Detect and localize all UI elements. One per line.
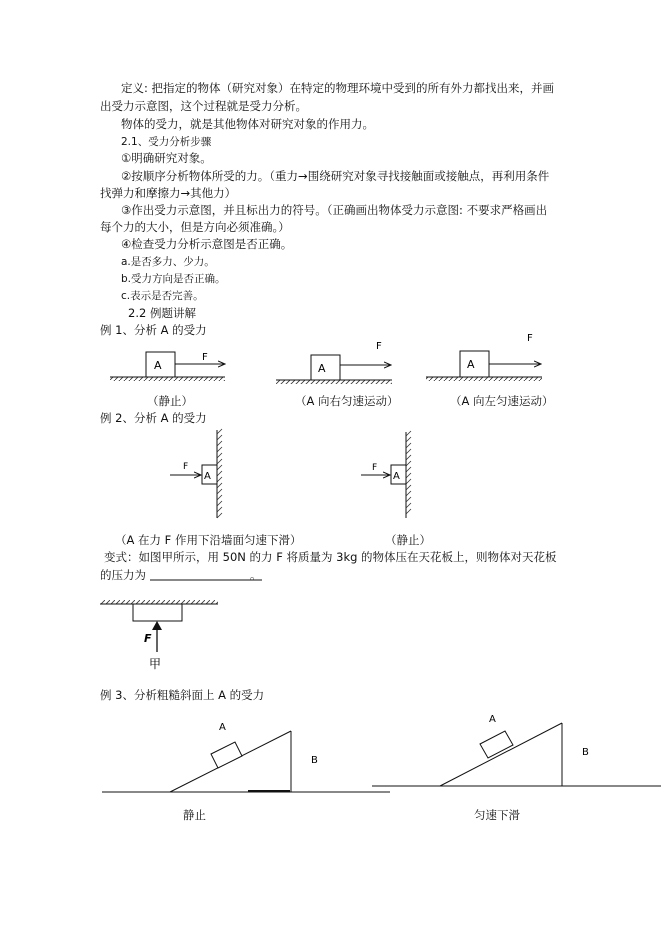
definition-line-1: 定义: 把指定的物体（研究对象）在特定的物理环境中受到的所有外力都找出来，并画 — [121, 81, 555, 95]
block-a-label: A — [393, 471, 400, 482]
example-3-caption-2: 匀速下滑 — [474, 808, 520, 822]
step-2-line-2: 找弹力和摩擦力→其他力） — [100, 186, 237, 200]
example-3-title: 例 3、分析粗糙斜面上 A 的受力 — [100, 688, 265, 702]
force-f-label: F — [202, 352, 208, 363]
ceiling-hatch — [100, 600, 218, 604]
ex2-diagram-static — [361, 431, 411, 518]
variant-line-end: 。 — [250, 568, 262, 582]
ex1-diagram-static — [110, 352, 225, 381]
force-f-arrowhead — [152, 621, 162, 630]
step-2-line-1: ②按顺序分析物体所受的力。（重力→围绕研究对象寻找接触面或接触点，再利用条件 — [121, 169, 550, 183]
step-3-line-2: 每个力的大小，但是方向必须准确。） — [100, 220, 290, 234]
incline-slope — [440, 723, 562, 786]
block-a-label: A — [219, 722, 226, 733]
ground-hatch — [110, 377, 225, 381]
force-f-label: F — [527, 333, 533, 344]
ex1-diagram-left — [426, 333, 542, 381]
example-2-caption-1: （A 在力 F 作用下沿墙面匀速下滑） — [115, 533, 302, 547]
force-f-label: F — [144, 632, 152, 645]
step-3-line-1: ③作出受力示意图，并且标出力的符号。（正确画出物体受力示意图: 不要求严格画出 — [121, 203, 548, 217]
block-a — [211, 742, 242, 768]
check-a: a.是否多力、少力。 — [121, 256, 215, 268]
example-1-caption-2: （A 向右匀速运动） — [295, 394, 399, 408]
ex3-incline-sliding — [372, 714, 661, 786]
ex2-diagram-slide — [170, 429, 222, 518]
variant-ceiling-diagram — [100, 600, 218, 671]
force-f-label: F — [372, 463, 378, 473]
block-a — [480, 731, 513, 758]
section-2-2-heading: 2.2 例题讲解 — [128, 306, 196, 320]
example-2-caption-2: （静止） — [385, 533, 431, 547]
wall-hatch — [217, 429, 222, 518]
variant-line-2: 的压力为 — [100, 568, 146, 582]
definition-line-2: 出受力示意图，这个过程就是受力分析。 — [100, 99, 307, 113]
block-a-label: A — [204, 471, 211, 482]
example-2-title: 例 2、分析 A 的受力 — [100, 411, 207, 425]
block-a-label: A — [154, 359, 162, 372]
incline-b-label: B — [582, 747, 589, 758]
example-1-title: 例 1、分析 A 的受力 — [100, 323, 207, 337]
step-1: ①明确研究对象。 — [121, 151, 212, 165]
section-2-1-heading: 2.1、受力分析步骤 — [121, 136, 212, 148]
figure-jia-label: 甲 — [149, 657, 162, 671]
variant-line-1: 变式：如图甲所示，用 50N 的力 F 将质量为 3kg 的物体压在天花板上，则物体对天花板 — [104, 550, 557, 564]
block-a-label: A — [489, 714, 496, 725]
ground-hatch — [276, 380, 392, 384]
check-c: c.表示是否完善。 — [121, 290, 204, 302]
force-meaning: 物体的受力，就是其他物体对研究对象的作用力。 — [121, 117, 374, 131]
block-a-label: A — [318, 362, 326, 375]
incline-b-label: B — [311, 755, 318, 766]
ex1-diagram-right — [276, 341, 392, 384]
wall-hatch — [406, 431, 411, 514]
check-b: b.受力方向是否正确。 — [121, 273, 226, 285]
force-f-label: F — [376, 341, 382, 352]
example-1-caption-1: （静止） — [147, 394, 193, 408]
ground-hatch — [426, 377, 542, 381]
step-4: ④检查受力分析示意图是否正确。 — [121, 237, 293, 251]
ex3-incline-static — [102, 722, 390, 792]
object-block — [133, 604, 182, 621]
example-3-caption-1: 静止 — [183, 808, 206, 822]
force-f-label: F — [183, 462, 189, 472]
block-a-label: A — [467, 358, 475, 371]
example-1-caption-3: （A 向左匀速运动） — [450, 394, 554, 408]
